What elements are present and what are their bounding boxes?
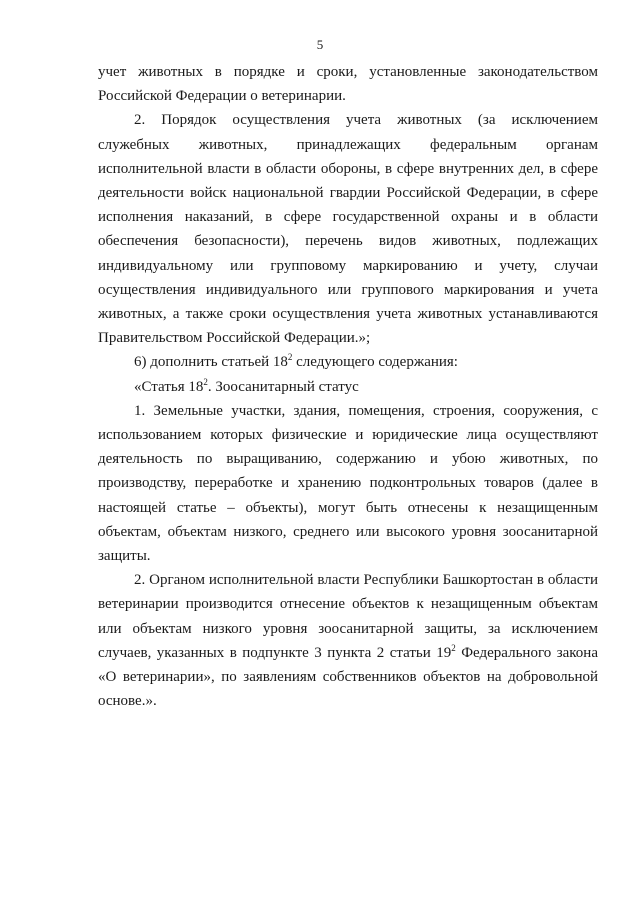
amendment-text-before: 6) дополнить статьей 18: [134, 354, 288, 371]
article-heading-after: . Зоосанитарный статус: [207, 378, 359, 395]
paragraph-text-after: Федерального закона «О ветеринарии», по заявлениям собственников объектов на добровольной основе.».: [98, 644, 598, 710]
page-number: 5: [316, 37, 324, 52]
article-heading: [98, 375, 598, 399]
paragraph-item-2-accounting-procedure: 2. Порядок осуществления учета животных (за исключением служебных животных, принадлежащих федеральным органам исполнительной власти в области обороны, в сфере внутренних дел, в сфере деятельности войск национальной гвардии Российской Федерации, в сфере исполнения наказаний, в сфере государственной охраны и в области обеспечения безопасности), перечень видов животных, подлежащих индивидуальному или групповому маркированию и учету, случаи осуществления индивидуального или группового маркирования и учета животных, а также сроки осуществления учета животных устанавливаются Правительством Российской Федерации.»;: [98, 112, 598, 347]
paragraph-item-2-executive-body: [98, 568, 598, 713]
superscript: 2: [287, 352, 293, 363]
paragraph-amendment-6: [98, 350, 598, 374]
paragraph-continuation: учет животных в порядке и сроки, установленные законодательством Российской Федерации о ветеринарии.: [98, 64, 598, 105]
amendment-text-after: следующего содержания:: [292, 354, 458, 371]
document-body: [98, 60, 598, 713]
superscript: 2: [203, 376, 208, 387]
paragraph-text-before: 2. Органом исполнительной власти Республики Башкортостан в области ветеринарии производится отнесение объектов к незащищенным объектам или объектам низкого уровня зоосанитарной защиты, за исключением случаев, указанных в подпункте 3 пункта 2 статьи 19: [98, 572, 598, 661]
superscript: 2: [451, 642, 456, 653]
paragraph-item-1-objects: 1. Земельные участки, здания, помещения, строения, сооружения, с использованием которых физические и юридические лица осуществляют деятельность по выращиванию, содержанию и убою животных, по производству, переработке и хранению подконтрольных товаров (далее в настоящей статье – объекты), могут быть отнесены к незащищенным объектам, объектам низкого, среднего или высокого уровня зоосанитарной защиты.: [98, 402, 598, 565]
article-heading-before: «Статья 18: [134, 378, 204, 395]
